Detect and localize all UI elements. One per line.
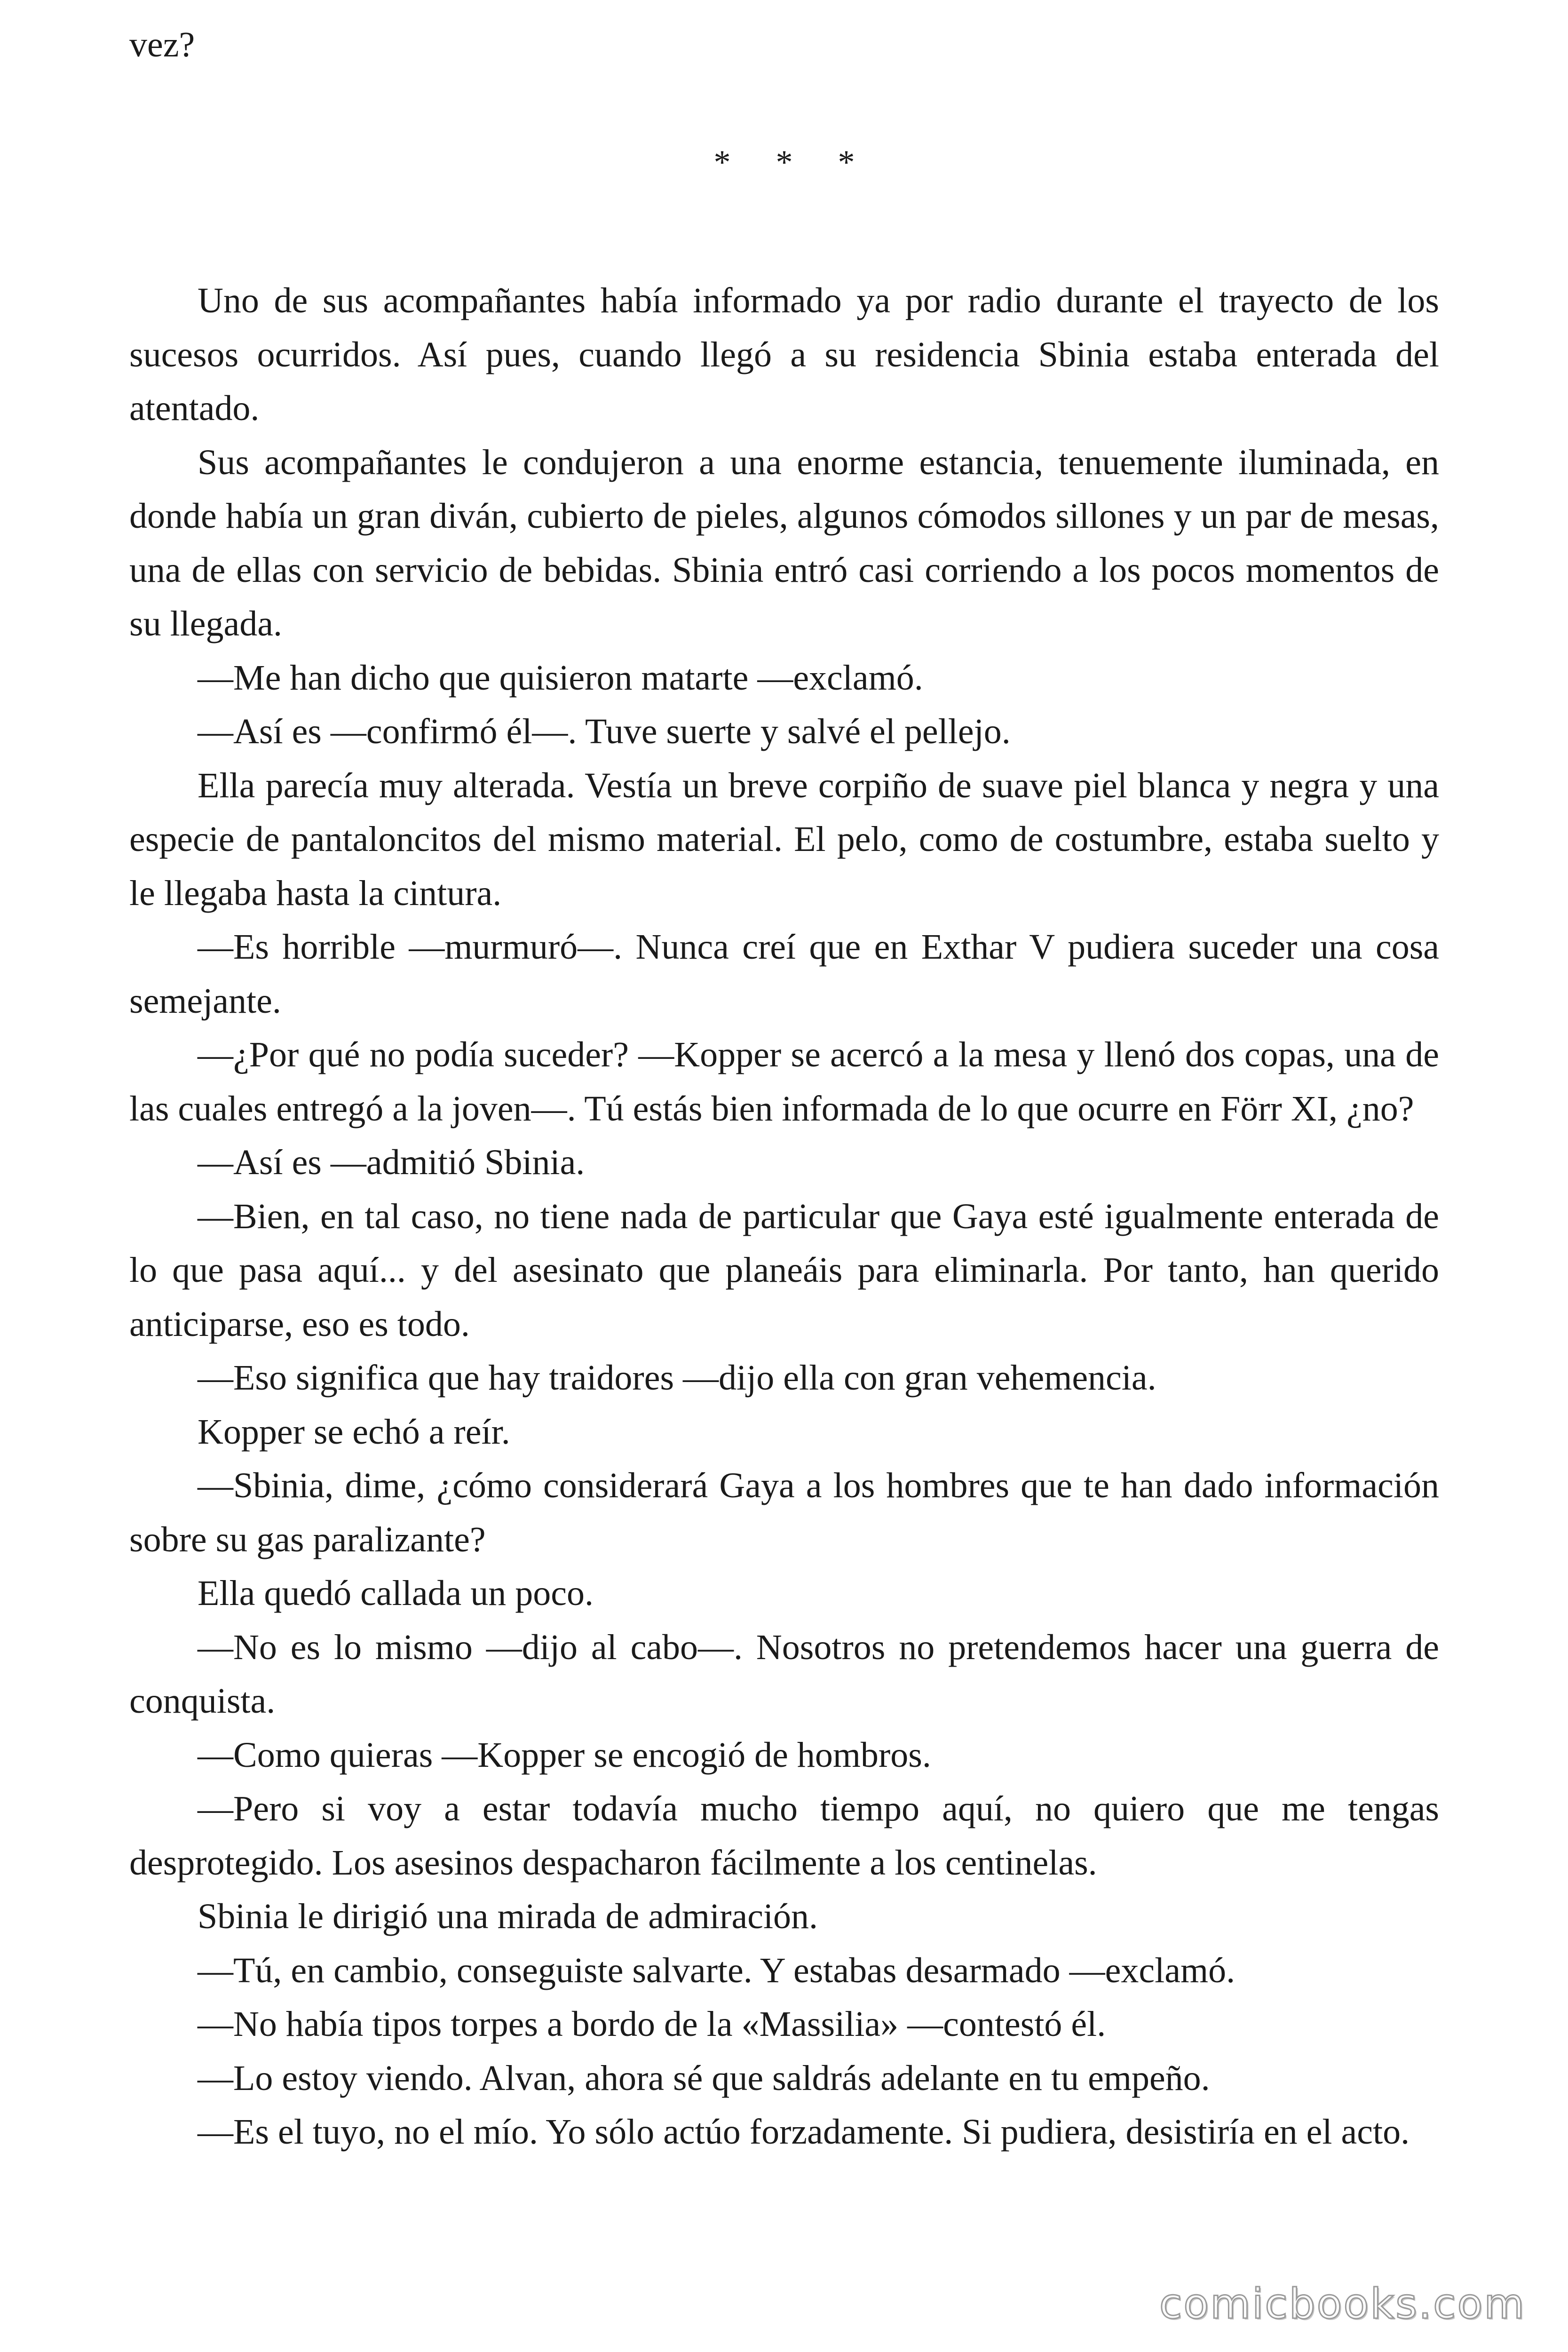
dialogue-line: —Así es —confirmó él—. Tuve suerte y salvé el pellejo. <box>198 712 1011 751</box>
dialogue-line: —Me han dicho que quisieron matarte —exclamó. <box>198 658 923 698</box>
dialogue-line: —Tú, en cambio, conseguiste salvarte. Y estabas desarmado —exclamó. <box>198 1950 1235 1990</box>
paragraph: Ella parecía muy alterada. Vestía un breve corpiño de suave piel blanca y negra y una especie de pantaloncitos del mismo material. El pelo, como de costumbre, estaba suelto y le llegaba hasta la cintura. <box>129 765 1439 913</box>
dialogue-line: —Pero si voy a estar todavía mucho tiempo aquí, no quiero que me tengas desprotegido. Los asesinos despacharon fácilmente a los centinelas. <box>129 1789 1439 1883</box>
watermark-logo: comicbooks.com <box>1159 2280 1526 2328</box>
dialogue-line: —No había tipos torpes a bordo de la «Massilia» —contestó él. <box>198 2004 1106 2044</box>
dialogue-line: —No es lo mismo —dijo al cabo—. Nosotros no pretendemos hacer una guerra de conquista. <box>129 1627 1439 1721</box>
paragraph: Sbinia le dirigió una mirada de admiración. <box>198 1897 818 1936</box>
dialogue-line: —Como quieras —Kopper se encogió de hombros. <box>198 1735 931 1775</box>
dialogue-line: —Bien, en tal caso, no tiene nada de particular que Gaya esté igualmente enterada de lo que pasa aquí... y del asesinato que planeáis para eliminarla. Por tanto, han querido anticiparse, eso es todo. <box>129 1196 1439 1344</box>
dialogue-line: —Sbinia, dime, ¿cómo considerará Gaya a los hombres que te han dado información sobre su gas paralizante? <box>129 1466 1439 1559</box>
dialogue-line: —¿Por qué no podía suceder? —Kopper se acercó a la mesa y llenó dos copas, una de las cuales entregó a la joven—. Tú estás bien informada de lo que ocurre en Förr XI, ¿no? <box>129 1035 1439 1128</box>
paragraph: Ella quedó callada un poco. <box>198 1573 594 1613</box>
section-break: * * * <box>713 143 855 181</box>
dialogue-line: —Así es —admitió Sbinia. <box>198 1143 585 1182</box>
paragraph: Kopper se echó a reír. <box>198 1412 510 1452</box>
dialogue-line: —Es el tuyo, no el mío. Yo sólo actúo forzadamente. Si pudiera, desistiría en el acto. <box>198 2112 1410 2152</box>
dialogue-line: —Lo estoy viendo. Alvan, ahora sé que saldrás adelante en tu empeño. <box>198 2058 1210 2098</box>
dialogue-line: —Es horrible —murmuró—. Nunca creí que en Exthar V pudiera suceder una cosa semejante. <box>129 927 1439 1021</box>
opening-fragment: vez? <box>129 25 195 64</box>
paragraph: Uno de sus acompañantes había informado ya por radio durante el trayecto de los sucesos ocurridos. Así pues, cuando llegó a su residencia Sbinia estaba enterada del atentado. <box>129 281 1439 428</box>
book-page-text <box>129 18 1439 2159</box>
paragraph: Sus acompañantes le condujeron a una enorme estancia, tenuemente iluminada, en donde había un gran diván, cubierto de pieles, algunos cómodos sillones y un par de mesas, una de ellas con servicio de bebidas. Sbinia entró casi corriendo a los pocos momentos de su llegada. <box>129 442 1439 644</box>
dialogue-line: —Eso significa que hay traidores —dijo ella con gran vehemencia. <box>198 1358 1156 1398</box>
